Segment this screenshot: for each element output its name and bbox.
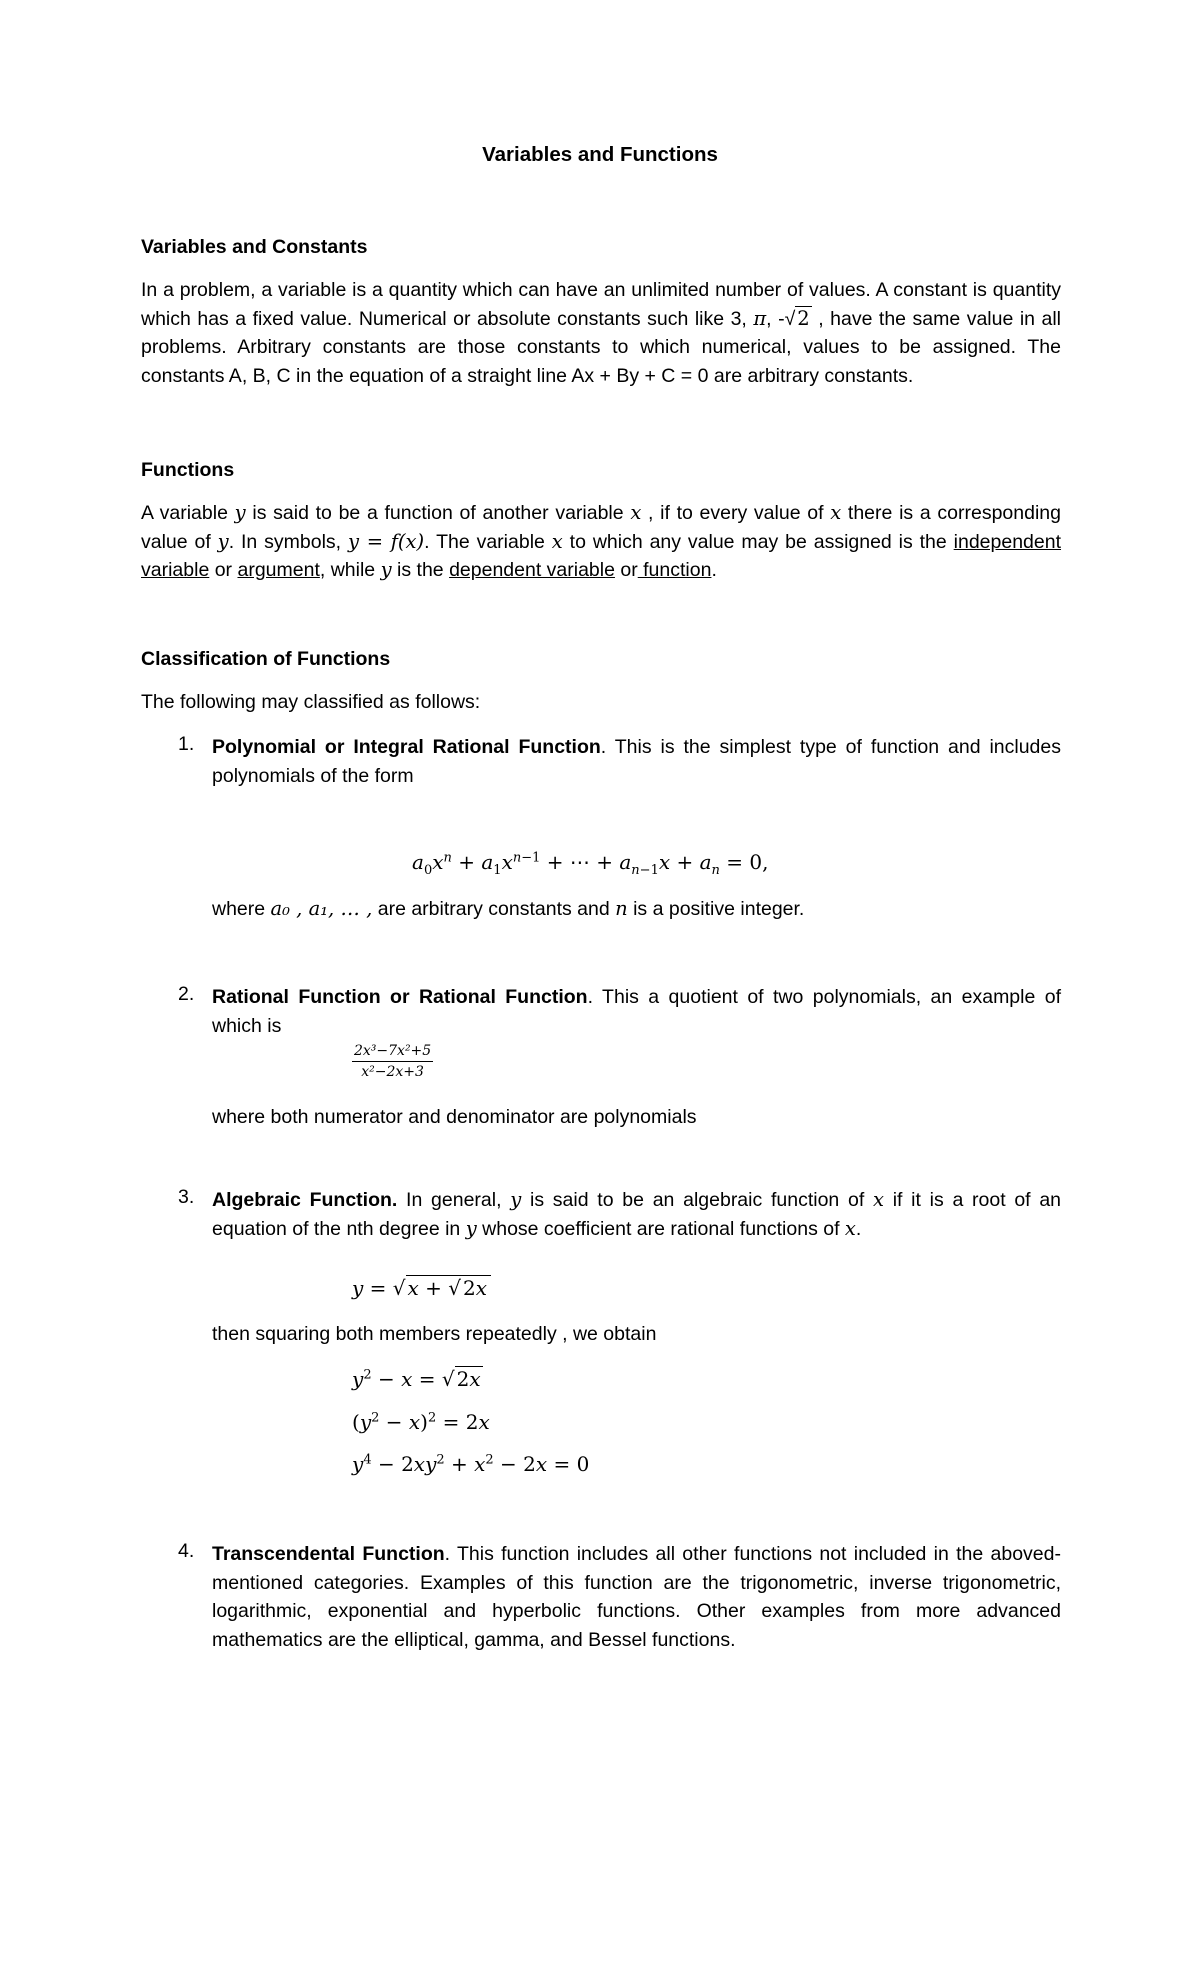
squared-equation-2: $(y^2 - x)^2 = 2x$ (352, 1410, 490, 1434)
list-number: 2. (178, 983, 195, 1005)
item-text: whose coefficient are rational functions of (476, 1217, 845, 1240)
item-text: In general, (397, 1189, 511, 1211)
item-text: is said to be an algebraic function of (521, 1189, 873, 1211)
var-y: y (380, 558, 392, 581)
var-y: y (217, 529, 229, 553)
var-y: y (234, 501, 246, 524)
fn-text: is said to be a function of another variable (245, 502, 631, 524)
sqrt-value: 2 (797, 306, 810, 330)
sqrt-prefix: , -√ (766, 307, 796, 330)
item-title: Polynomial or Integral Rational Function (212, 736, 601, 758)
list-item-transcendental (212, 1540, 1061, 1654)
fn-text: there is a corresponding value of (141, 502, 1061, 553)
var-x: x (830, 501, 842, 524)
term-function: function (637, 559, 712, 581)
rational-after: where both numerator and denominator are polynomials (212, 1106, 697, 1128)
fn-text: . (711, 559, 717, 581)
var-x: x (551, 529, 563, 553)
page-title: Variables and Functions (482, 143, 718, 166)
fn-text: . The variable (424, 530, 552, 553)
fn-text: , while (319, 559, 381, 581)
fn-text: or (614, 559, 638, 581)
term-independent-variable: independent variable (141, 530, 1062, 581)
fraction-denominator: x²−2x+3 (361, 1064, 424, 1080)
item-text: . This is the simplest type of function and includes polynomials of the form (212, 736, 1061, 787)
algebraic-then: then squaring both members repeatedly , we obtain (212, 1323, 657, 1345)
squared-equation-1: $y^2 - x$ = √ 2x (352, 1367, 481, 1391)
var-x: x (844, 1216, 856, 1240)
heading-classification: Classification of Functions (141, 648, 391, 670)
classification-intro: The following may classified as follows: (141, 691, 481, 713)
item-text: . (855, 1217, 862, 1240)
item-text: . This a quotient of two polynomials, an example of which is (212, 986, 1061, 1037)
term-dependent-variable: dependent variable (449, 559, 615, 581)
fraction-numerator: 2x³−7x²+5 (352, 1043, 433, 1062)
heading-variables-constants: Variables and Constants (141, 236, 368, 258)
list-item-algebraic (212, 1186, 1061, 1243)
var-y: y (465, 1216, 477, 1240)
term-argument: argument (237, 559, 320, 581)
algebraic-equation: y = √ x + √ 2x (352, 1276, 491, 1300)
var-n: n (615, 897, 628, 920)
var-x: x (872, 1188, 884, 1211)
squared-equation-3: $y^4 - 2xy^2 + x^2 - 2x = 0$ (352, 1452, 590, 1476)
item-text: if it is a root of an equation of the nth degree in (212, 1189, 1062, 1240)
pi-symbol: π (753, 306, 767, 330)
var-x: x (630, 501, 642, 524)
item-title: Transcendental Function (212, 1543, 445, 1565)
fn-text: or (209, 559, 238, 581)
paragraph-variables-constants (141, 276, 1061, 390)
item-title: Algebraic Function. (212, 1189, 398, 1211)
item-text: . This function includes all other functions not included in the aboved-mentioned categories. Examples of this function are the trigonometric, inverse trigonometric, logarithmic, exponential and hyperbolic functions. Other examples from more advanced mathematics are the elliptical, gamma, and Bessel functions. (212, 1543, 1061, 1651)
item-title: Rational Function or Rational Function (212, 986, 588, 1008)
rational-fraction (352, 1043, 433, 1082)
heading-functions: Functions (141, 459, 235, 481)
where-text: are arbitrary constants and (372, 898, 616, 920)
fn-text: to which any value may be assigned is the (562, 530, 954, 553)
fn-text: is the (391, 559, 450, 581)
polynomial-where (212, 895, 1061, 924)
list-number: 4. (178, 1540, 195, 1562)
var-y: y (510, 1188, 522, 1211)
where-text: where (212, 898, 271, 920)
where-text: is a positive integer. (627, 898, 805, 920)
vc-text-1: In a problem, a variable is a quantity which can have an unlimited number of values. A constant is quantity which has a fixed value. Numerical or absolute constants such like 3, (141, 279, 1061, 330)
fn-text: A variable (141, 502, 235, 524)
list-item-polynomial (212, 733, 1061, 790)
list-number: 3. (178, 1186, 195, 1208)
coefficient-vars: a₀ , a₁, … , (270, 897, 373, 920)
fn-text: , if to every value of (641, 502, 831, 524)
paragraph-functions (141, 499, 1061, 585)
fn-text: . In symbols, (228, 530, 348, 553)
function-equation: y = f(x) (348, 529, 425, 553)
list-item-rational (212, 983, 1061, 1040)
polynomial-equation: $a_0x^n + a_1x^{n-1}$ + ⋯ + $a_{n-1}x + a_n = 0$, (412, 850, 769, 878)
list-number: 1. (178, 733, 195, 755)
vc-text-2: , have the same value in all problems. Arbitrary constants are those constants to which numerical, values to be assigned. The constants A, B, C in the equation of a straight line Ax + By + C = 0 are arbitrary constants. (141, 307, 1061, 387)
